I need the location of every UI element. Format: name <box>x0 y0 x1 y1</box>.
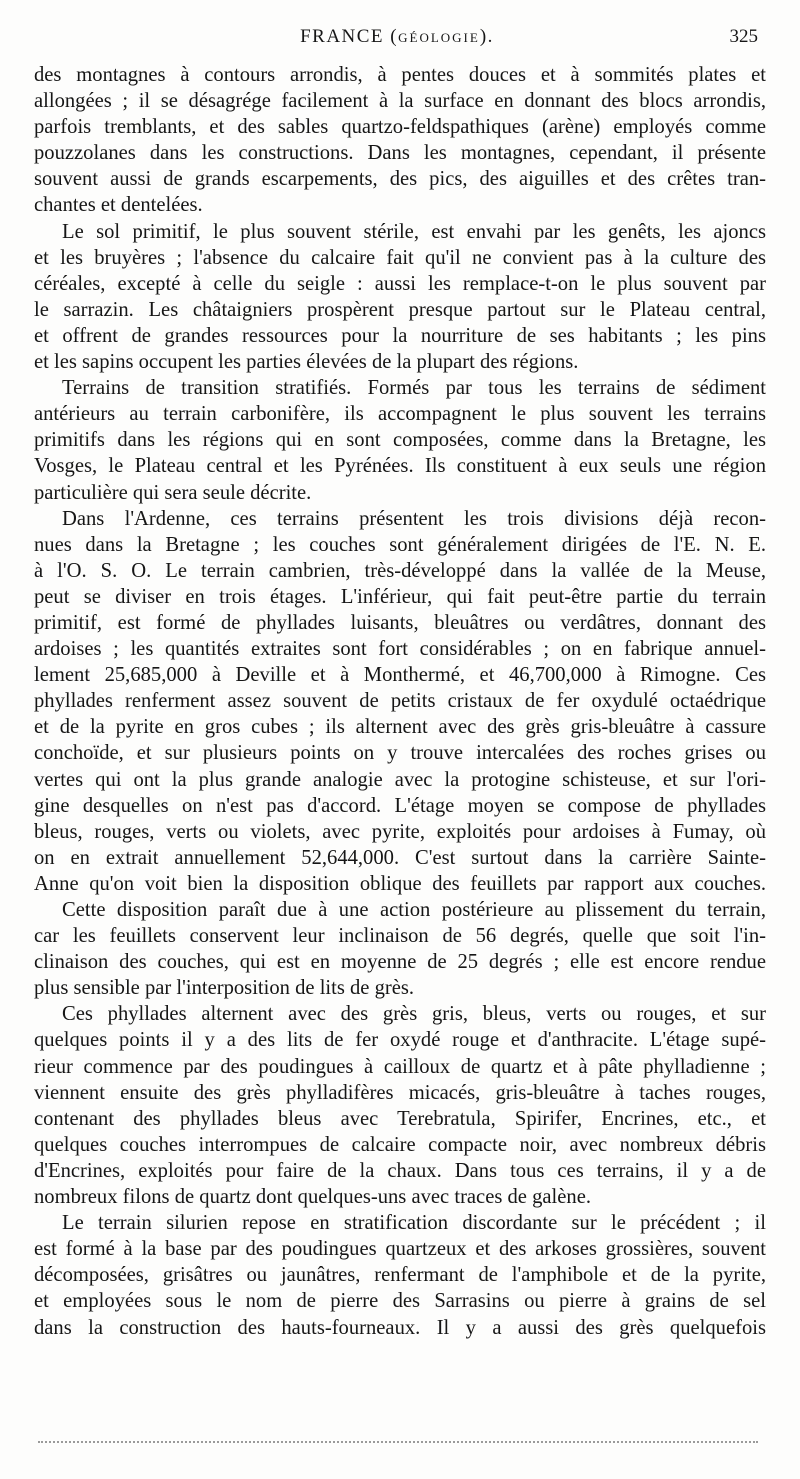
text-line: conchoïde, et sur plusieurs points on y trouve intercalées des roches grises ou <box>34 742 766 765</box>
text-line: et les sapins occupent les parties élevées de la plupart des régions. <box>34 351 579 374</box>
text-line: et employées sous le nom de pierre des Sarrasins ou pierre à grains de sel <box>34 1290 766 1313</box>
text-line: et offrent de grandes ressources pour la nourriture de ses habitants ; les pins <box>34 324 766 347</box>
text-line: Terrains de transition stratifiés. Formés par tous les terrains de sédiment <box>62 377 766 400</box>
text-line: dans la construction des hauts-fourneaux. Il y a aussi des grès quelquefois <box>34 1316 766 1339</box>
text-line: décomposées, grisâtres ou jaunâtres, renfermant de l'amphibole et de la pyrite, <box>34 1264 766 1287</box>
text-line: pouzzolanes dans les constructions. Dans les montagnes, cependant, il présente <box>34 142 766 165</box>
text-line: souvent aussi de grands escarpements, des pics, des aiguilles et des crêtes tran- <box>34 168 766 191</box>
text-line: est formé à la base par des poudingues quartzeux et des arkoses grossières, souvent <box>34 1238 766 1261</box>
page-number: 325 <box>729 26 758 47</box>
text-line: et de la pyrite en gros cubes ; ils alternent avec des grès gris-bleuâtre à cassure <box>34 716 766 739</box>
text-line: antérieurs au terrain carbonifère, ils accompagnent le plus souvent les terrains <box>34 403 766 426</box>
text-line: Anne qu'on voit bien la disposition oblique des feuillets par rapport aux couches. <box>34 872 766 895</box>
text-line: allongées ; il se désagrége facilement à la surface en donnant des blocs arrondis, <box>34 90 766 113</box>
text-line: céréales, excepté à celle du seigle : aussi les remplace-t-on le plus souvent par <box>34 272 766 295</box>
text-line: Le terrain silurien repose en stratification discordante sur le précédent ; il <box>62 1212 766 1235</box>
text-line: des montagnes à contours arrondis, à pentes douces et à sommités plates et <box>34 64 766 86</box>
text-line: le sarrazin. Les châtaigniers prospèrent presque partout sur le Plateau central, <box>34 298 766 321</box>
text-line: rieur commence par des poudingues à cailloux de quartz et à pâte phylladienne ; <box>34 1055 766 1078</box>
text-line: d'Encrines, exploités pour faire de la chaux. Dans tous ces terrains, il y a de <box>34 1159 766 1182</box>
text-line: clinaison des couches, qui est en moyenne de 25 degrés ; elle est encore rendue <box>34 951 766 974</box>
text-line: viennent ensuite des grès phylladifères micacés, gris-bleuâtre à taches rouges, <box>34 1081 766 1104</box>
text-line: chantes et dentelées. <box>34 194 203 217</box>
text-line: phyllades renferment assez souvent de petits cristaux de fer oxydulé octaédrique <box>34 690 766 713</box>
running-title-main: FRANCE ( <box>300 26 399 47</box>
text-line: particulière qui sera seule décrite. <box>34 481 312 504</box>
footer-dotted-rule <box>38 1441 758 1443</box>
running-title-subject: GÉOLOGIE <box>398 30 480 45</box>
text-line: quelques points il y a des lits de fer oxydé rouge et d'anthracite. L'étage supé- <box>34 1029 766 1052</box>
text-line: lement 25,685,000 à Deville et à Monthermé, et 46,700,000 à Rimogne. Ces <box>34 664 766 687</box>
text-line: quelques couches interrompues de calcaire compacte noir, avec nombreux débris <box>34 1133 766 1156</box>
text-line: peut se diviser en trois étages. L'inférieur, qui fait peut-être partie du terrain <box>34 585 766 608</box>
text-line: nombreux filons de quartz dont quelques-uns avec traces de galène. <box>34 1186 591 1209</box>
text-line: Le sol primitif, le plus souvent stérile, est envahi par les genêts, les ajoncs <box>62 220 766 243</box>
running-title-end: ). <box>479 26 494 47</box>
text-line: Ces phyllades alternent avec des grès gris, bleus, verts ou rouges, et sur <box>62 1003 766 1026</box>
body-text <box>34 62 766 1341</box>
text-line: car les feuillets conservent leur inclinaison de 56 degrés, quelle que soit l'in- <box>34 925 766 948</box>
text-line: Vosges, le Plateau central et les Pyrénées. Ils constituent à eux seuls une région <box>34 455 766 478</box>
text-line: on en extrait annuellement 52,644,000. C'est surtout dans la carrière Sainte- <box>34 846 766 869</box>
text-line: bleus, rouges, verts ou violets, avec pyrite, exploités pour ardoises à Fumay, où <box>34 820 766 843</box>
running-header <box>36 26 758 56</box>
text-line: et les bruyères ; l'absence du calcaire fait qu'il ne convient pas à la culture des <box>34 246 766 269</box>
text-line: parfois tremblants, et des sables quartzo-feldspathiques (arène) employés comme <box>34 116 766 139</box>
text-line: vertes qui ont la plus grande analogie avec la protogine schisteuse, et sur l'ori- <box>34 768 766 791</box>
text-line: nues dans la Bretagne ; les couches sont généralement dirigées de l'E. N. E. <box>34 533 766 556</box>
text-line: primitifs dans les régions qui en sont composées, comme dans la Bretagne, les <box>34 429 766 452</box>
text-line: plus sensible par l'interposition de lits de grès. <box>34 977 415 1000</box>
text-line: Cette disposition paraît due à une action postérieure au plissement du terrain, <box>62 899 766 921</box>
text-line: primitif, est formé de phyllades luisants, bleuâtres ou verdâtres, donnant des <box>34 611 766 634</box>
running-title <box>36 26 758 48</box>
text-line: ardoises ; les quantités extraites sont fort considérables ; on en fabrique annuel- <box>34 638 766 661</box>
text-line: contenant des phyllades bleus avec Terebratula, Spirifer, Encrines, etc., et <box>34 1107 766 1130</box>
text-line: Dans l'Ardenne, ces terrains présentent les trois divisions déjà recon- <box>62 507 766 530</box>
text-line: gine desquelles on n'est pas d'accord. L'étage moyen se compose de phyllades <box>34 794 766 817</box>
text-line: à l'O. S. O. Le terrain cambrien, très-développé dans la vallée de la Meuse, <box>34 559 766 582</box>
